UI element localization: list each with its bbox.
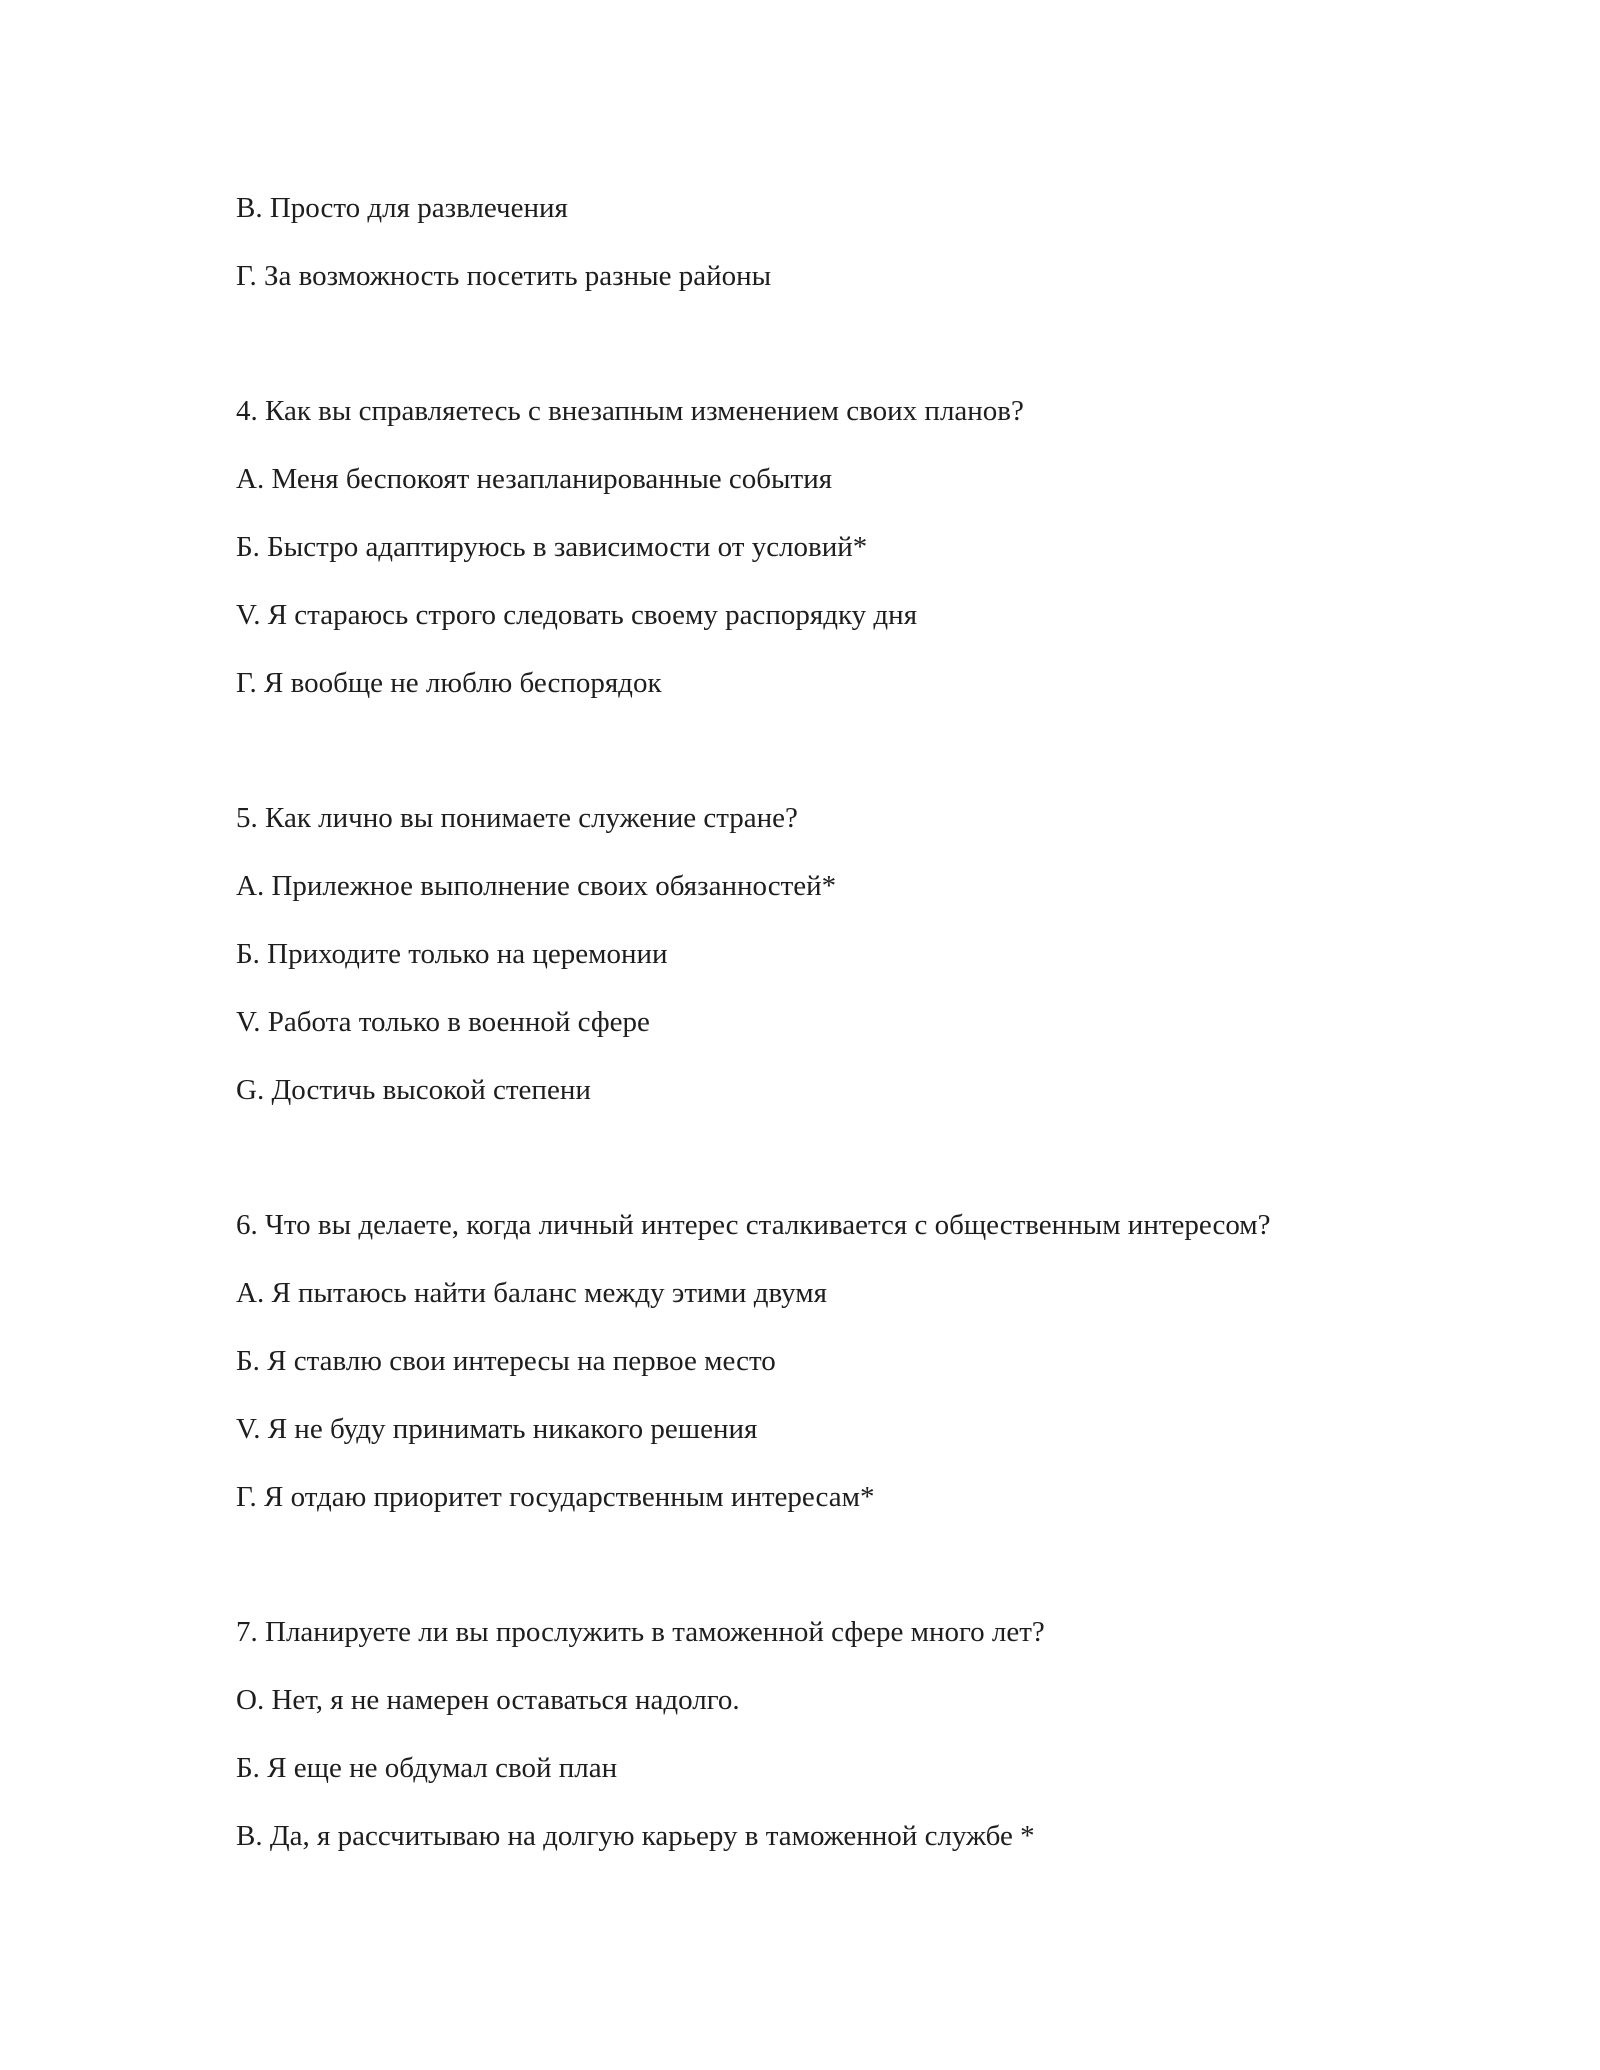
question-block-7 — [236, 1602, 1486, 1874]
option-line: G. Достичь высокой степени — [236, 1074, 591, 1106]
question-text: 6. Что вы делаете, когда личный интерес сталкивается с общественным интересом? — [236, 1209, 1271, 1241]
option-line: В. Просто для развлечения — [236, 192, 568, 224]
option-line: Б. Я ставлю свои интересы на первое место — [236, 1345, 776, 1377]
question-block-6 — [236, 1195, 1486, 1535]
option-line: Г. Я отдаю приоритет государственным интересам* — [236, 1481, 875, 1513]
option-line: Б. Я еще не обдумал свой план — [236, 1752, 618, 1784]
spacer — [236, 1128, 1486, 1195]
option-line: V. Я не буду принимать никакого решения — [236, 1413, 758, 1445]
spacer — [236, 1535, 1486, 1602]
option-line: Б. Приходите только на церемонии — [236, 938, 668, 970]
questionnaire-text — [236, 178, 1486, 1874]
option-line: А. Я пытаюсь найти баланс между этими двумя — [236, 1277, 827, 1309]
option-line: А. Меня беспокоят незапланированные события — [236, 463, 833, 495]
option-line: А. Прилежное выполнение своих обязанностей* — [236, 870, 837, 902]
option-line: V. Работа только в военной сфере — [236, 1006, 650, 1038]
option-line: Г. Я вообще не люблю беспорядок — [236, 667, 662, 699]
option-line: О. Нет, я не намерен оставаться надолго. — [236, 1684, 740, 1716]
question-text: 7. Планируете ли вы прослужить в таможенной сфере много лет? — [236, 1616, 1045, 1648]
option-line: V. Я стараюсь строго следовать своему распорядку дня — [236, 599, 918, 631]
option-line: Б. Быстро адаптируюсь в зависимости от условий* — [236, 531, 868, 563]
spacer — [236, 314, 1486, 381]
spacer — [236, 721, 1486, 788]
question-block-5 — [236, 788, 1486, 1128]
question-text: 5. Как лично вы понимаете служение стране? — [236, 802, 798, 834]
question-text: 4. Как вы справляетесь с внезапным изменением своих планов? — [236, 395, 1024, 427]
option-line: В. Да, я рассчитываю на долгую карьеру в таможенной службе * — [236, 1820, 1035, 1852]
question-block-4 — [236, 381, 1486, 721]
option-line: Г. За возможность посетить разные районы — [236, 260, 772, 292]
